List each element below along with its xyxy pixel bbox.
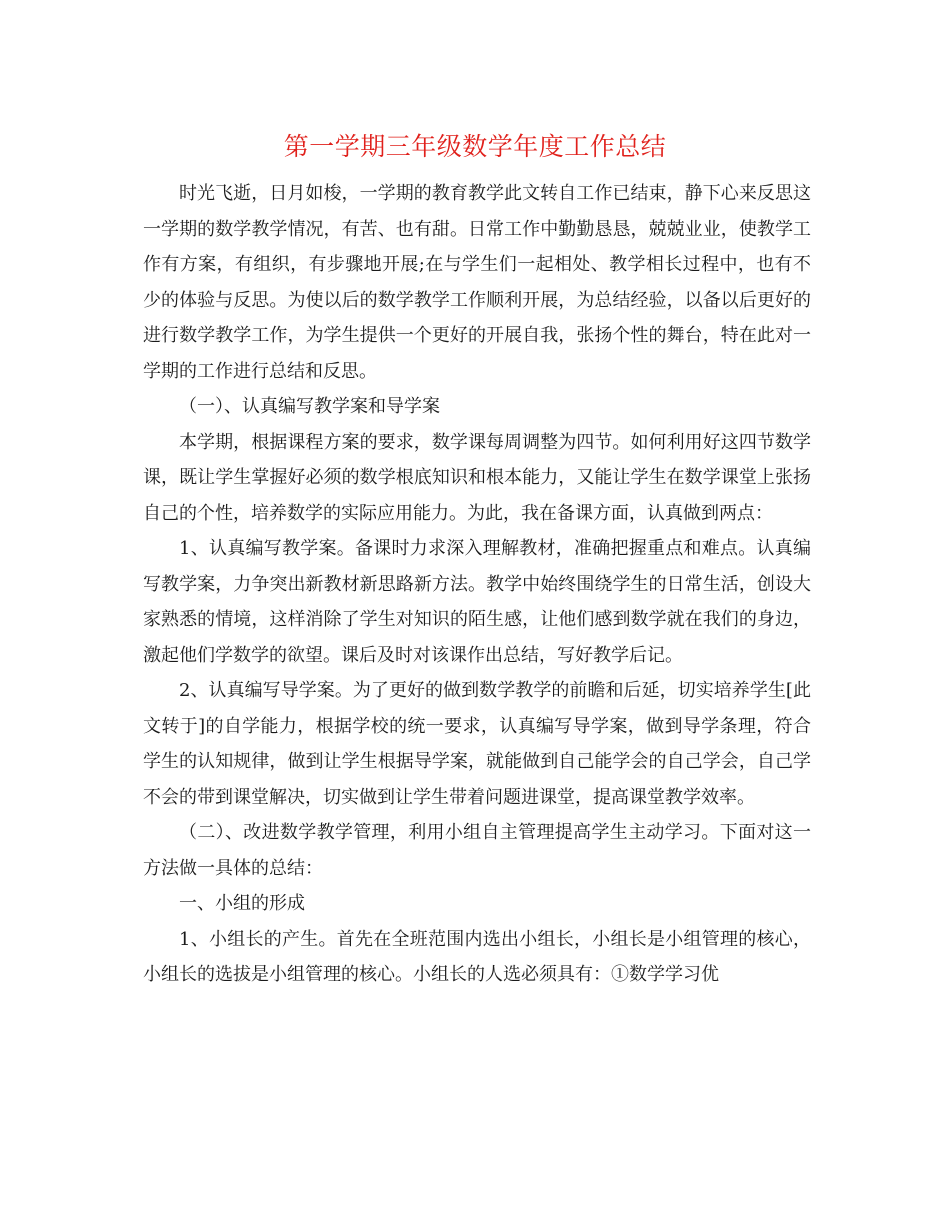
document-body bbox=[143, 176, 811, 993]
paragraph-section-1: 本学期，根据课程方案的要求，数学课每周调整为四节。如何利用好这四节数学课，既让学生掌握好必须的数学根底知识和根本能力，又能让学生在数学课堂上张扬自己的个性，培养数学的实际应用能力。为此，我在备课方面，认真做到两点： bbox=[143, 431, 811, 524]
document-title: 第一学期三年级数学年度工作总结 bbox=[283, 132, 667, 161]
paragraph-item-2: 2、认真编写导学案。为了更好的做到数学教学的前瞻和后延，切实培养学生[此文转于]的自学能力，根据学校的统一要求，认真编写导学案，做到导学条理，符合学生的认知规律，做到让学生根据导学案，就能做到自己能学会的自己学会，自己学不会的带到课堂解决，切实做到让学生带着问题进课堂，提高课堂教学效率。 bbox=[143, 680, 811, 808]
paragraph-group-leader: 1、小组长的产生。首先在全班范围内选出小组长，小组长是小组管理的核心，小组长的选拔是小组管理的核心。小组长的人选必须具有：①数学学习优 bbox=[143, 928, 811, 985]
paragraph-intro: 时光飞逝，日月如梭，一学期的教育教学此文转自工作已结束，静下心来反思这一学期的数学教学情况，有苦、也有甜。日常工作中勤勤恳恳，兢兢业业，使教学工作有方案，有组织，有步骤地开展;在与学生们一起相处、教学相长过程中，也有不少的体验与反思。为使以后的数学教学工作顺利开展，为总结经验，以备以后更好的进行数学教学工作，为学生提供一个更好的开展自我，张扬个性的舞台，特在此对一学期的工作进行总结和反思。 bbox=[143, 183, 811, 382]
paragraph-item-1: 1、认真编写教学案。备课时力求深入理解教材，准确把握重点和难点。认真编写教学案，力争突出新教材新思路新方法。教学中始终围绕学生的日常生活，创设大家熟悉的情境，这样消除了学生对知识的陌生感，让他们感到数学就在我们的身边，激起他们学数学的欲望。课后及时对该课作出总结，写好教学后记。 bbox=[143, 538, 811, 666]
section-heading-2: （二）、改进数学教学管理，利用小组自主管理提高学生主动学习。下面对这一方法做一具体的总结： bbox=[143, 822, 811, 879]
section-heading-1: （一）、认真编写教学案和导学案 bbox=[179, 396, 440, 417]
subsection-heading-1: 一、小组的形成 bbox=[179, 893, 305, 914]
